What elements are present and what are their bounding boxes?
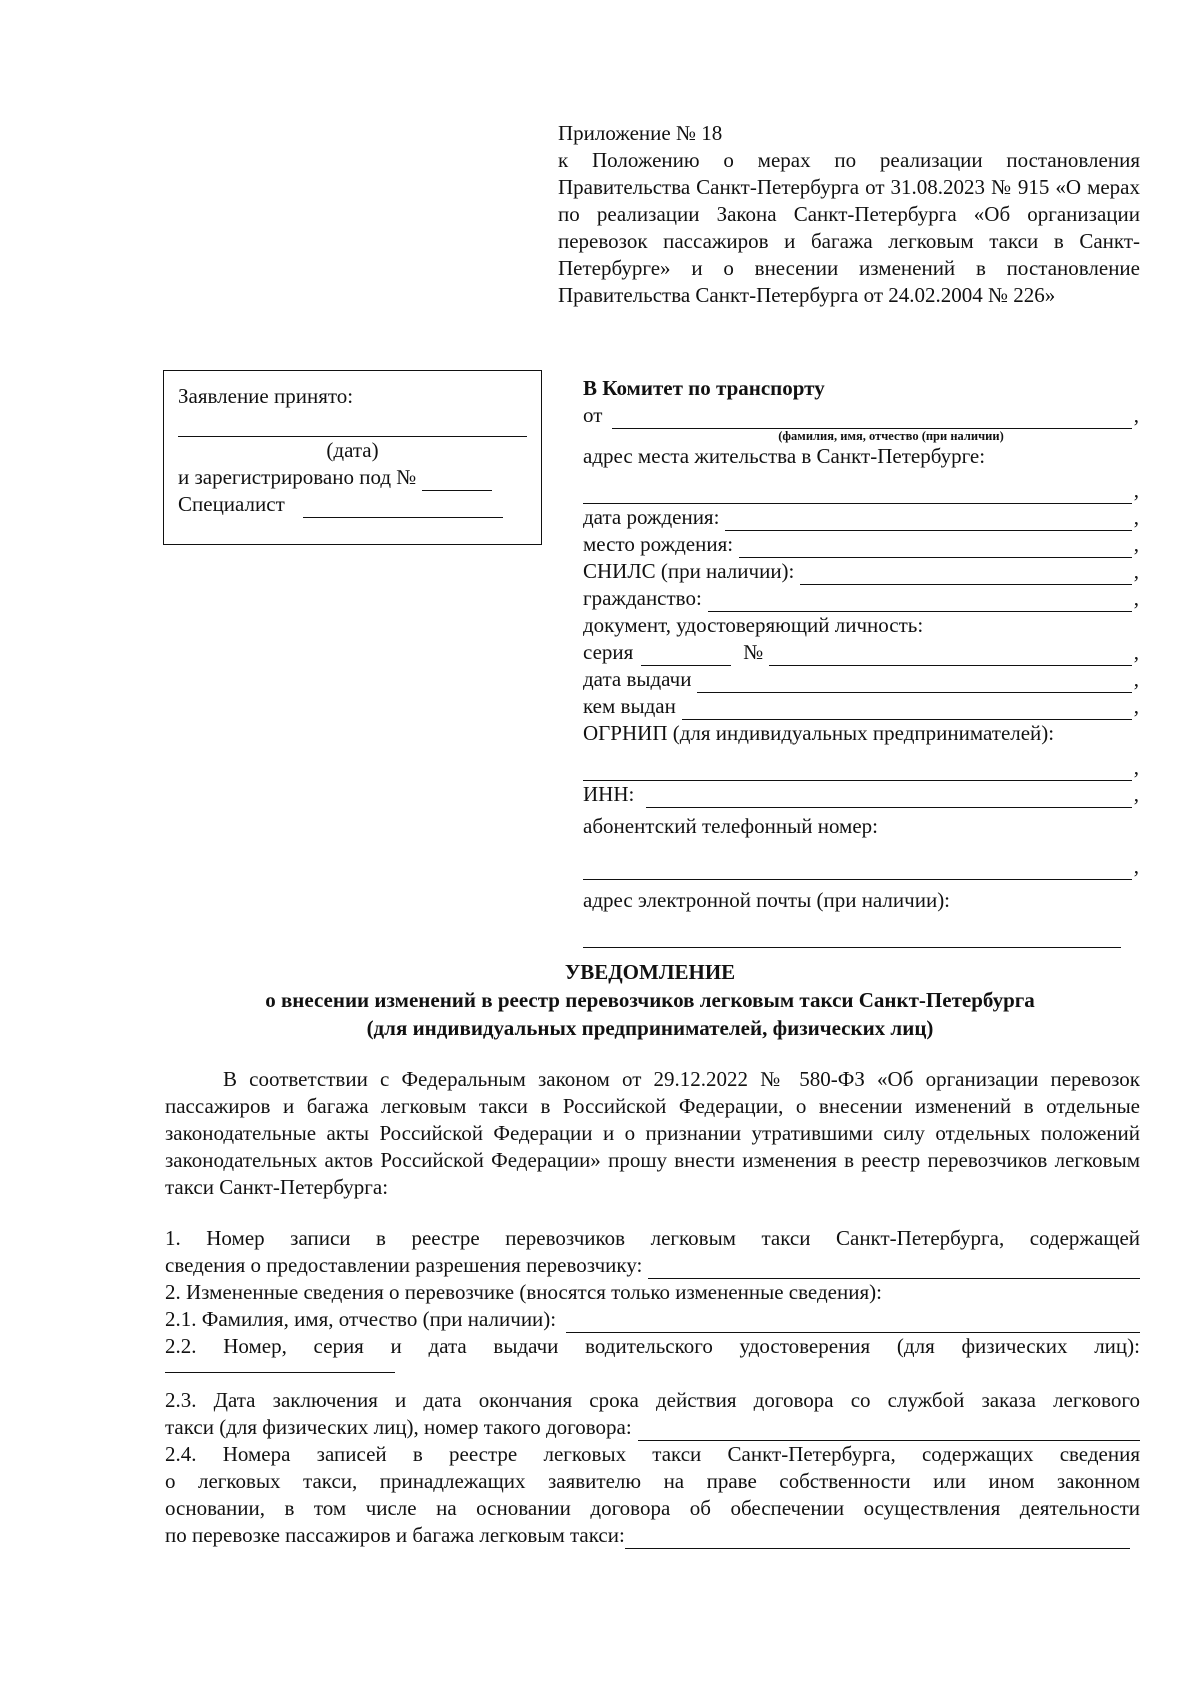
item2-1-label: 2.1. Фамилия, имя, отчество (при наличии): <box>165 1307 557 1331</box>
birth-place-label: место рождения: <box>583 532 734 556</box>
address-label: адрес места жительства в Санкт-Петербурге: <box>583 444 986 468</box>
id-doc-label: документ, удостоверяющий личность: <box>583 613 924 637</box>
appendix-header <box>558 120 1140 309</box>
acceptance-box <box>163 370 542 545</box>
intro-paragraph: В соответствии с Федеральным законом от 29.12.2022 № 580-ФЗ «Об организации перевозок пассажиров и багажа легковым такси в Российской Федерации, о внесении изменений в отдельные законодательные акты Российской Федерации и о признании утратившими силу отдельных положений законодательных актов Российской Федерации» прошу внести изменения в реестр перевозчиков легковым такси Санкт-Петербурга: <box>165 1067 1140 1199</box>
item1-line1: 1. Номер записи в реестре перевозчиков легковым такси Санкт-Петербурга, содержащей <box>165 1226 1140 1250</box>
registered-label: и зарегистрировано под № <box>178 465 417 489</box>
specialist-label: Специалист <box>178 492 285 516</box>
item2-4-line4: по перевозке пассажиров и багажа легковым такси: <box>165 1523 625 1547</box>
inn-label: ИНН: <box>583 782 635 806</box>
snils-field[interactable] <box>800 564 1131 585</box>
title-line3: (для индивидуальных предпринимателей, физических лиц) <box>366 1016 934 1040</box>
phone-field[interactable] <box>583 859 1132 880</box>
email-field[interactable] <box>583 927 1121 948</box>
issue-date-label: дата выдачи <box>583 667 692 691</box>
notice-body <box>165 1066 1140 1549</box>
title-main: УВЕДОМЛЕНИЕ <box>564 960 736 984</box>
birth-place-field[interactable] <box>739 537 1132 558</box>
snils-label: СНИЛС (при наличии): <box>583 559 795 583</box>
fio-hint: (фамилия, имя, отчество (при наличии) <box>778 429 1004 443</box>
issue-date-field[interactable] <box>697 672 1131 693</box>
ogrnip-field[interactable] <box>583 760 1132 781</box>
accepted-label: Заявление принято: <box>178 384 354 408</box>
item2-2-field[interactable] <box>165 1360 395 1373</box>
appendix-number: Приложение № 18 <box>558 121 723 145</box>
doc-number-field[interactable] <box>769 645 1131 666</box>
acceptance-date-field[interactable] <box>178 416 527 437</box>
item2-4-line2: о легковых такси, принадлежащих заявителю на праве собственности или ином законном <box>165 1469 1140 1493</box>
citizenship-field[interactable] <box>708 591 1132 612</box>
fio-field[interactable] <box>612 408 1131 429</box>
ogrnip-label: ОГРНИП (для индивидуальных предпринимателей): <box>583 721 1055 745</box>
item2-1-field[interactable] <box>566 1312 1140 1333</box>
title-line2: о внесении изменений в реестр перевозчиков легковым такси Санкт-Петербурга <box>265 988 1035 1012</box>
inn-field[interactable] <box>646 787 1131 808</box>
citizenship-label: гражданство: <box>583 586 702 610</box>
birth-date-label: дата рождения: <box>583 505 720 529</box>
notice-title <box>160 958 1140 1042</box>
item2-4-field[interactable] <box>625 1528 1130 1549</box>
address-field[interactable] <box>583 483 1132 504</box>
appendix-text: к Положению о мерах по реализации постановления Правительства Санкт-Петербурга от 31.08.2023 № 915 «О мерах по реализации Закона Санкт-Петербурга «Об организации перевозок пассажиров и багажа легковым такси в Санкт-Петербурге» и о внесении изменений в постановление Правительства Санкт-Петербурга от 24.02.2004 № 226» <box>558 148 1140 307</box>
issued-by-label: кем выдан <box>583 694 676 718</box>
permit-record-field[interactable] <box>648 1258 1140 1279</box>
email-label: адрес электронной почты (при наличии): <box>583 888 951 912</box>
issued-by-field[interactable] <box>682 699 1132 720</box>
item2-4-line3: основании, в том числе на основании договора об обеспечении осуществления деятельности <box>165 1496 1140 1520</box>
applicant-form: В Комитет по транспорту от , (фамилия, имя, отчество (при наличии) адрес места жительства в Санкт-Петербурге: , дата рождения: , место рождения: , СНИЛС (при наличии): , гражданство: , документ, удостоверяющий личность: серия № , дата выдачи , кем выдан , ОГРНИП (для индивидуальных предпринимателей): , ИНН: , абонентский телефонный номер: , адрес электронной почты (при наличии): <box>583 375 1139 948</box>
item2: 2. Измененные сведения о перевозчике (вносятся только измененные сведения): <box>165 1280 882 1304</box>
date-hint: (дата) <box>326 438 379 462</box>
item2-4-line1: 2.4. Номера записей в реестре легковых такси Санкт-Петербурга, содержащих сведения <box>165 1442 1140 1466</box>
from-label: от <box>583 403 603 427</box>
addressee: В Комитет по транспорту <box>583 376 825 400</box>
series-label: серия <box>583 640 634 664</box>
birth-date-field[interactable] <box>725 510 1131 531</box>
doc-number-label: № <box>743 640 764 664</box>
specialist-field[interactable] <box>303 497 503 518</box>
registration-number-field[interactable] <box>422 470 492 491</box>
item2-3-line1: 2.3. Дата заключения и дата окончания срока действия договора со службой заказа легкового <box>165 1388 1140 1412</box>
item2-3-line2: такси (для физических лиц), номер такого договора: <box>165 1415 632 1439</box>
item2-2-label: 2.2. Номер, серия и дата выдачи водительского удостоверения (для физических лиц): <box>165 1334 1140 1358</box>
item2-3-field[interactable] <box>638 1420 1140 1441</box>
phone-label: абонентский телефонный номер: <box>583 814 879 838</box>
series-field[interactable] <box>641 645 731 666</box>
item1-line2: сведения о предоставлении разрешения перевозчику: <box>165 1253 643 1277</box>
